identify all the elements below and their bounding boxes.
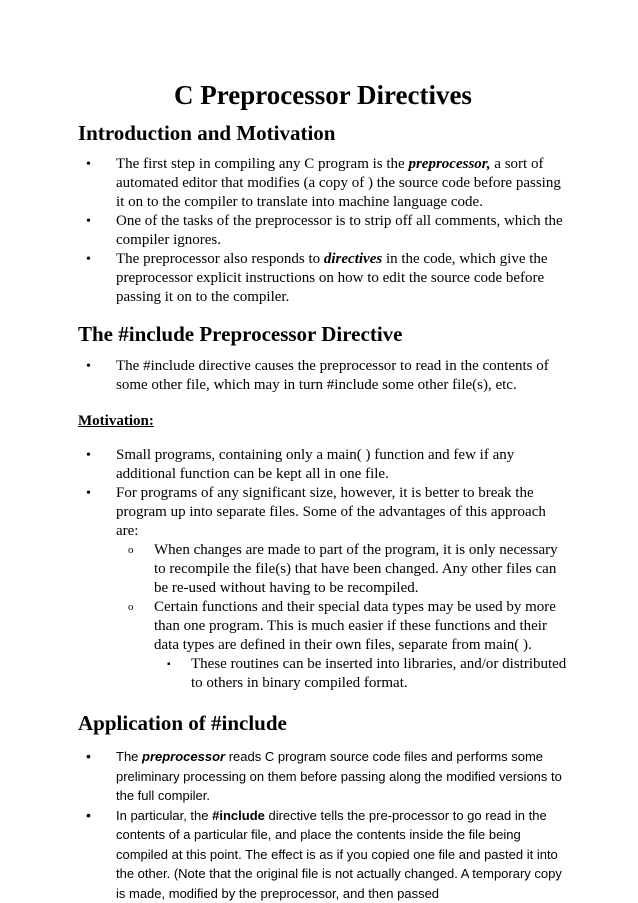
emphasis-text: directives: [324, 251, 382, 267]
bold-text: #include: [212, 808, 265, 823]
text: One of the tasks of the preprocessor is to strip off all comments, which the compiler ignores.: [116, 213, 563, 248]
section-application: [78, 710, 568, 903]
section-heading-introduction: Introduction and Motivation: [78, 120, 568, 146]
list-item: [116, 212, 568, 250]
text: The preprocessor also responds to: [116, 251, 324, 267]
list-item: [116, 250, 568, 307]
section-introduction: [78, 120, 568, 307]
text: In particular, the: [116, 808, 212, 823]
text: reads C program source code files and performs some preliminary processing on them before passing along the modified versions to the full compiler.: [116, 749, 562, 803]
include-list: [78, 357, 568, 395]
application-list: [78, 747, 568, 903]
document-title: C Preprocessor Directives: [78, 80, 568, 110]
text: in the code, which give the preprocessor explicit instructions on how to edit the source code before passing it on to the compiler.: [116, 251, 548, 305]
intro-list: [78, 155, 568, 307]
section-include: [78, 321, 568, 395]
list-item: [116, 806, 568, 903]
section-heading-include: The #include Preprocessor Directive: [78, 321, 568, 347]
motivation-sub-sub-list: [154, 655, 568, 693]
section-motivation: [78, 412, 568, 693]
sub-sub-list-item: ▪ These routines can be inserted into libraries, and/or distributed to others in binary compiled format.: [191, 655, 568, 693]
text: For programs of any significant size, however, it is better to break the program up into separate files. Some of the advantages of this approach are:: [116, 485, 546, 539]
motivation-list: [78, 446, 568, 693]
text: a sort of automated editor that modifies (a copy of ) the source code before passing it on to the compiler to translate into machine language code.: [116, 156, 561, 210]
list-item: [116, 155, 568, 212]
list-item: [116, 484, 568, 693]
motivation-sub-list: [116, 541, 568, 693]
section-heading-application: Application of #include: [78, 710, 568, 736]
list-item: • Small programs, containing only a main( ) function and few if any additional function can be kept all in one file.: [116, 446, 568, 484]
text: directive tells the pre-processor to go read in the contents of a particular file, and place the contents inside the file being compiled at this point. The effect is as if you copied one file and pasted it into the other. (Note that the original file is not actually changed. A temporary copy is made, modified by the preprocessor, and then passed: [116, 808, 562, 901]
emphasis-text: preprocessor: [142, 749, 225, 764]
text: Certain functions and their special data types may be used by more than one program. This is much easier if these functions and their data types are defined in their own files, separate from main( ).: [154, 599, 556, 653]
list-item: • The #include directive causes the preprocessor to read in the contents of some other file, which may in turn #include some other file(s), etc.: [116, 357, 568, 395]
list-item: [116, 747, 568, 806]
sub-list-item: o When changes are made to part of the program, it is only necessary to recompile the file(s) that have been changed. Any other files can be re-used without having to be recompiled.: [154, 541, 568, 598]
text: The first step in compiling any C program is the: [116, 156, 408, 172]
sub-list-item: [154, 598, 568, 693]
emphasis-text: preprocessor,: [408, 156, 490, 172]
text: The: [116, 749, 142, 764]
motivation-label: Motivation:: [78, 412, 568, 431]
